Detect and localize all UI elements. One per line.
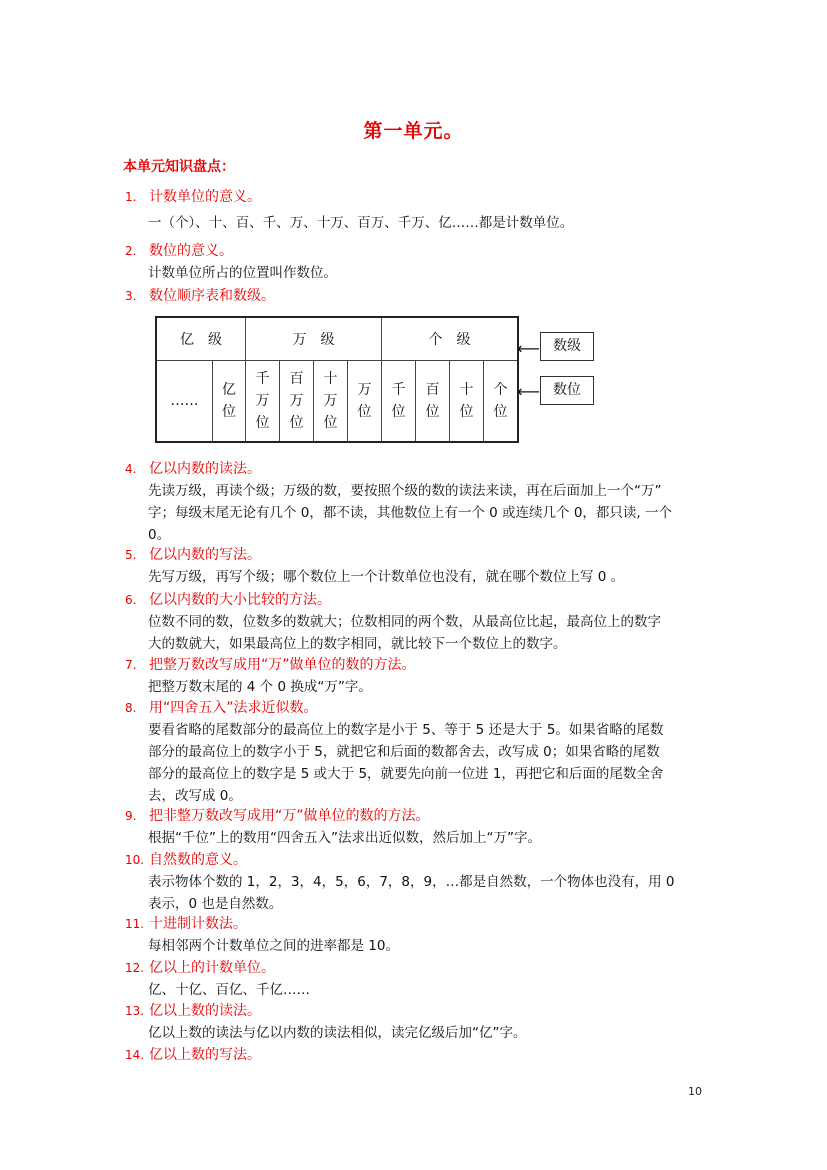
- item-number: 11.: [125, 917, 145, 931]
- item-body-line: 去，改写成 0。: [148, 788, 242, 804]
- digit-label: 百万位: [289, 371, 304, 431]
- item-number: 9.: [125, 809, 137, 823]
- item-body-line: 亿、十亿、百亿、千亿……: [148, 982, 310, 998]
- item-body-line: 表示物体个数的 1，2，3，4，5，6，7，8，9，…都是自然数，一个物体也没有，用 0: [148, 874, 675, 890]
- level-wan: 万 级: [246, 317, 382, 361]
- item-heading: [125, 697, 318, 719]
- level-label-box: 数级: [540, 332, 594, 361]
- digit-label: 千位: [391, 382, 406, 420]
- item-heading: [125, 957, 275, 979]
- item-body-line: 部分的最高位上的数字是 5 或大于 5，就要先向前一位进 1，再把它和后面的尾数全舍: [148, 766, 664, 782]
- digit-cell: [280, 361, 314, 443]
- digit-cell: [416, 361, 450, 443]
- item-title: 亿以上数的读法。: [149, 1003, 261, 1019]
- digit-cell: [382, 361, 416, 443]
- item-body-line: 根据“千位”上的数用“四舍五入”法求出近似数，然后加上“万”字。: [148, 830, 541, 846]
- digit-cell: [450, 361, 484, 443]
- item-body-line: 计数单位所占的位置叫作数位。: [148, 265, 337, 281]
- item-number: 7.: [125, 658, 137, 672]
- item-body: [148, 611, 708, 655]
- item-body-line: 0。: [148, 527, 171, 543]
- page-number: 10: [688, 1085, 702, 1098]
- item-number: 1.: [125, 190, 137, 204]
- item-title: 数位顺序表和数级。: [149, 288, 275, 304]
- item-heading: [125, 458, 261, 480]
- digit-cell: [246, 361, 280, 443]
- item-title: 亿以内数的读法。: [149, 461, 261, 477]
- item-title: 计数单位的意义。: [149, 189, 261, 205]
- item-number: 14.: [125, 1048, 145, 1062]
- item-number: 8.: [125, 701, 137, 715]
- item-heading: [125, 805, 430, 827]
- digit-label: 十万位: [323, 371, 338, 431]
- item-heading: [125, 1000, 261, 1022]
- item-heading: [125, 1044, 261, 1066]
- item-body-line: 大的数就大，如果最高位上的数字相同，就比较下一个数位上的数字。: [148, 636, 567, 652]
- item-number: 13.: [125, 1004, 145, 1018]
- item-title: 亿以内数的写法。: [149, 547, 261, 563]
- item-heading: [125, 849, 247, 871]
- item-body-line: 一（个）、十、百、千、万、十万、百万、千万、亿……都是计数单位。: [148, 215, 574, 231]
- page-title: 第一单元。: [363, 120, 464, 142]
- digit-label: 万位: [357, 382, 372, 420]
- item-body-line: 每相邻两个计数单位之间的进率都是 10。: [148, 938, 399, 954]
- digit-label: 百位: [425, 382, 440, 420]
- item-title: 自然数的意义。: [149, 852, 247, 868]
- digit-label: 十位: [459, 382, 474, 420]
- item-body: [148, 676, 708, 698]
- item-heading: [125, 240, 233, 262]
- item-number: 10.: [125, 853, 145, 867]
- item-title: 十进制计数法。: [149, 916, 247, 932]
- arrow-left-icon: ⟵: [517, 382, 540, 401]
- item-body: [148, 979, 708, 1001]
- section-subtitle: 本单元知识盘点：: [123, 159, 235, 175]
- item-number: 6.: [125, 593, 137, 607]
- item-body-line: 把整万数末尾的 4 个 0 换成“万”字。: [148, 679, 372, 695]
- place-value-figure: [155, 316, 600, 446]
- digit-cell: [314, 361, 348, 443]
- item-body-line: 字；每级末尾无论有几个 0，都不读，其他数位上有一个 0 或连续几个 0，都只读, 一个: [148, 505, 673, 521]
- digit-label: 千万位: [255, 371, 270, 431]
- item-heading: [125, 589, 331, 611]
- item-body: [148, 719, 708, 807]
- item-body-line: 先读万级，再读个级；万级的数，要按照个级的数的读法来读，再在后面加上一个“万”: [148, 483, 662, 499]
- item-heading: [125, 654, 416, 676]
- digit-label: 亿位: [222, 382, 236, 420]
- digit-label: 个位: [493, 382, 508, 420]
- item-body: [148, 935, 708, 957]
- item-body-line: 先写万级，再写个级；哪个数位上一个计数单位也没有，就在哪个数位上写 0 。: [148, 569, 625, 585]
- item-body: [148, 480, 708, 546]
- digit-label-box: 数位: [540, 376, 594, 405]
- item-number: 3.: [125, 289, 137, 303]
- item-body-line: 部分的最高位上的数字小于 5，就把它和后面的数都舍去，改写成 0；如果省略的尾数: [148, 744, 660, 760]
- item-title: 亿以上的计数单位。: [149, 960, 275, 976]
- digit-cell: [156, 361, 213, 443]
- item-heading: [125, 544, 261, 566]
- arrow-left-icon: ⟵: [517, 339, 540, 358]
- item-body: [148, 827, 708, 849]
- digit-cell: [484, 361, 519, 443]
- item-body: [148, 566, 708, 588]
- item-title: 把整万数改写成用“万”做单位的数的方法。: [149, 657, 416, 673]
- item-heading: [125, 285, 275, 307]
- item-body-line: 亿以上数的读法与亿以内数的读法相似，读完亿级后加“亿”字。: [148, 1025, 527, 1041]
- item-body-line: 要看省略的尾数部分的最高位上的数字是小于 5、等于 5 还是大于 5。如果省略的尾数: [148, 722, 664, 738]
- item-number: 4.: [125, 462, 137, 476]
- item-body: [148, 212, 708, 234]
- item-body: [148, 1022, 708, 1044]
- item-body: [148, 262, 708, 284]
- item-number: 2.: [125, 244, 137, 258]
- item-number: 5.: [125, 548, 137, 562]
- item-body-line: 位数不同的数，位数多的数就大；位数相同的两个数，从最高位比起，最高位上的数字: [148, 614, 661, 630]
- item-title: 把非整万数改写成用“万”做单位的数的方法。: [149, 808, 430, 824]
- item-title: 数位的意义。: [149, 243, 233, 259]
- item-body: [148, 871, 708, 915]
- item-number: 12.: [125, 961, 145, 975]
- item-body-line: 表示，0 也是自然数。: [148, 896, 283, 912]
- digit-label: ……: [170, 393, 199, 409]
- item-heading: [125, 186, 261, 208]
- level-yi: 亿 级: [156, 317, 246, 361]
- item-title: 用“四舍五入”法求近似数。: [149, 700, 318, 716]
- item-title: 亿以内数的大小比较的方法。: [149, 592, 331, 608]
- place-value-table: [155, 316, 519, 443]
- digit-cell: [213, 361, 246, 443]
- digit-cell: [348, 361, 382, 443]
- level-ge: 个 级: [382, 317, 519, 361]
- item-heading: [125, 913, 247, 935]
- item-title: 亿以上数的写法。: [149, 1047, 261, 1063]
